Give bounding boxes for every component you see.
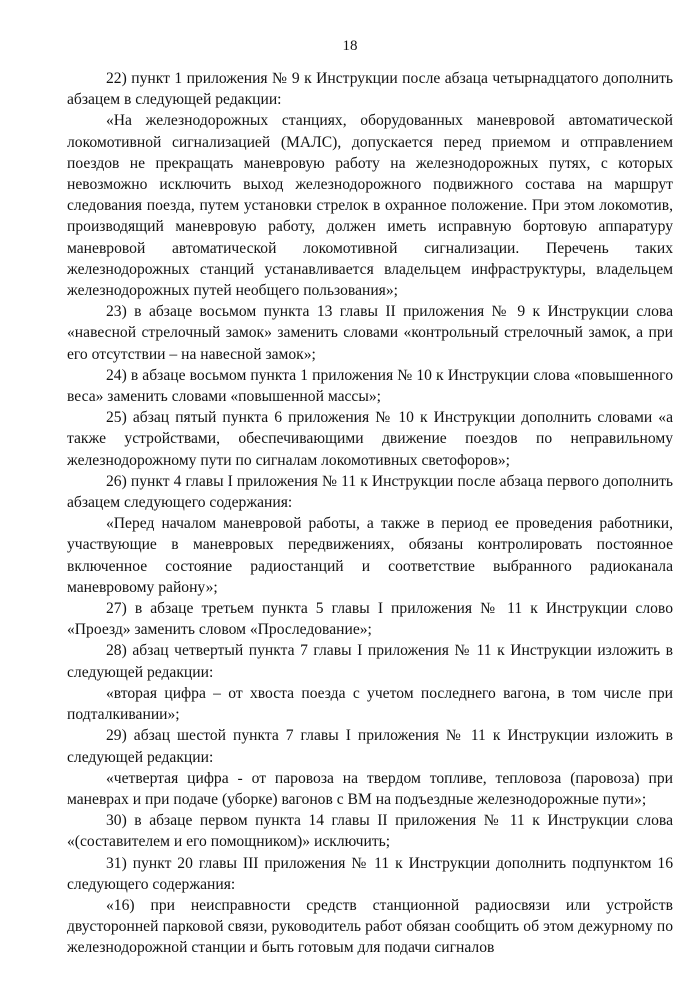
- item-31-text: «16) при неисправности средств станционной радиосвязи или устройств двусторонней парковой связи, руководитель работ обязан сообщить об этом дежурному по железнодорожной станции и быть готовым для подачи сигналов: [67, 896, 673, 957]
- item-27: 27) в абзаце третьем пункта 5 главы I приложения № 11 к Инструкции слово «Проезд» заменить словом «Проследование»;: [67, 600, 673, 639]
- item-29: 29) абзац шестой пункта 7 главы I приложения № 11 к Инструкции изложить в следующей редакции:: [67, 727, 673, 766]
- item-30: 30) в абзаце первом пункта 14 главы II приложения № 11 к Инструкции слова «(составителем и его помощником)» исключить;: [67, 812, 673, 851]
- item-31: 31) пункт 20 главы III приложения № 11 к Инструкции дополнить подпунктом 16 следующего содержания:: [67, 854, 673, 893]
- item-25: 25) абзац пятый пункта 6 приложения № 10 к Инструкции дополнить словами «а также устройствами, обеспечивающими движение поездов по неправильному железнодорожному пути по сигналам локомотивных светофоров»;: [67, 409, 673, 469]
- item-26-text: «Перед началом маневровой работы, а также в период ее проведения работники, участвующие в маневровых передвижениях, обязаны контролировать постоянное включенное состояние радиостанций и соответствие выбранного радиоканала маневровому району»;: [67, 515, 673, 596]
- item-28-text: «вторая цифра – от хвоста поезда с учетом последнего вагона, в том числе при подталкивании»;: [67, 684, 673, 724]
- document-body: [67, 68, 673, 959]
- item-28: 28) абзац четвертый пункта 7 главы I приложения № 11 к Инструкции изложить в следующей редакции:: [67, 642, 673, 681]
- item-29-text: «четвертая цифра - от паровоза на твердом топливе, тепловоза (паровоза) при маневрах и при подаче (уборке) вагонов с ВМ на подъездные железнодорожные пути»;: [67, 769, 673, 808]
- item-22: 22) пункт 1 приложения № 9 к Инструкции после абзаца четырнадцатого дополнить абзацем в следующей редакции:: [67, 70, 673, 109]
- item-26: 26) пункт 4 главы I приложения № 11 к Инструкции после абзаца первого дополнить абзацем следующего содержания:: [67, 472, 673, 512]
- item-24: 24) в абзаце восьмом пункта 1 приложения № 10 к Инструкции слова «повышенного веса» заменить словами «повышенной массы»;: [67, 366, 673, 406]
- page-number: 18: [342, 38, 358, 54]
- item-22-text: «На железнодорожных станциях, оборудованных маневровой автоматической локомотивной сигнализацией (МАЛС), допускается перед приемом и отправлением поездов не прекращать маневровую работу на железнодорожных путях, с которых невозможно исключить выход железнодорожного подвижного состава на маршрут следования поезда, путем установки стрелок в охранное положение. При этом локомотив, производящий маневровую работу, должен иметь исправную бортовую аппаратуру маневровой автоматической локомотивной сигнализации. Перечень таких железнодорожных станций устанавливается владельцем инфраструктуры, владельцем железнодорожных путей необщего пользования»;: [67, 112, 673, 300]
- item-23: 23) в абзаце восьмом пункта 13 главы II приложения № 9 к Инструкции слова «навесной стрелочный замок» заменить словами «контрольный стрелочный замок, а при его отсутствии – на навесной замок»;: [67, 303, 673, 363]
